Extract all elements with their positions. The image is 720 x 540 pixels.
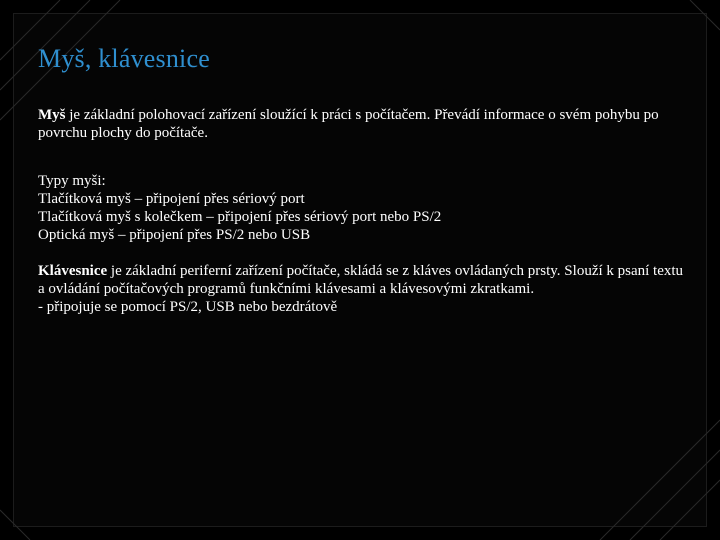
slide-title: Myš, klávesnice	[38, 44, 210, 73]
slide-body	[38, 106, 688, 316]
mouse-term: Myš	[38, 107, 66, 123]
mouse-type-item: Tlačítková myš s kolečkem – připojení přes sériový port nebo PS/2	[38, 209, 442, 225]
keyboard-connection: - připojuje se pomocí PS/2, USB nebo bezdrátově	[38, 299, 338, 315]
mouse-intro-paragraph	[38, 106, 688, 142]
mouse-types-heading: Typy myši:	[38, 173, 106, 189]
mouse-intro-text: je základní polohovací zařízení sloužící k práci s počítačem. Převádí informace o svém pohybu po povrchu plochy do počítače.	[38, 107, 659, 141]
mouse-type-item: Optická myš – připojení přes PS/2 nebo USB	[38, 227, 311, 243]
keyboard-term: Klávesnice	[38, 263, 108, 279]
mouse-type-item: Tlačítková myš – připojení přes sériový port	[38, 191, 305, 207]
keyboard-paragraph	[38, 262, 688, 298]
keyboard-text: je základní periferní zařízení počítače, skládá se z kláves ovládaných prsty. Slouží k psaní textu a ovládání počítačových programů funkčními klávesami a klávesovými zkratkami.	[38, 263, 684, 297]
